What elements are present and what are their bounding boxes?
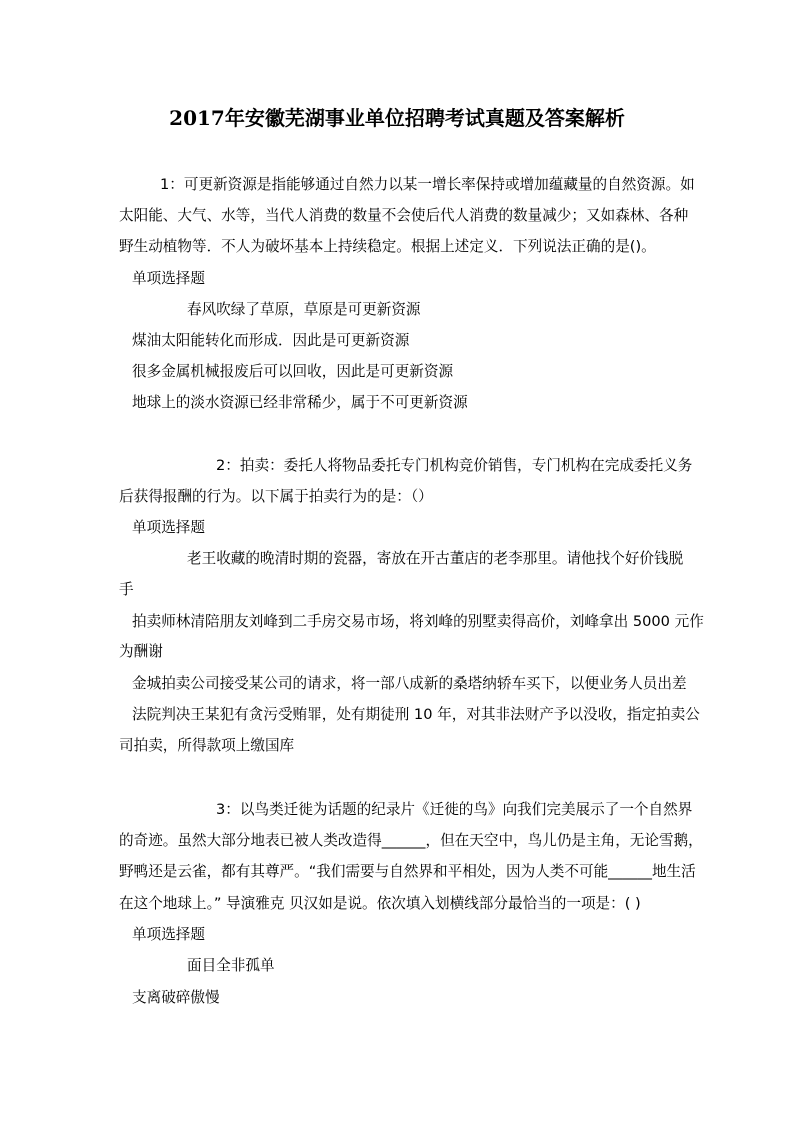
question-stem-line: 野鸭还是云雀，都有其尊严。“我们需要与自然界和平相处，因为人类不可能______地生活 (119, 863, 696, 880)
option-line: 司拍卖，所得款项上缴国库 (119, 737, 295, 754)
option-line: 为酬谢 (119, 643, 163, 660)
option-line: 地球上的淡水资源已经非常稀少，属于不可更新资源 (132, 394, 468, 411)
option-line: 拍卖师林清陪朋友刘峰到二手房交易市场，将刘峰的别墅卖得高价，刘峰拿出 5000 元作 (132, 613, 704, 630)
option-line: 煤油太阳能转化而形成．因此是可更新资源 (132, 332, 410, 349)
option-line: 老王收藏的晚清时期的瓷器，寄放在开古董店的老李那里。请他找个好价钱脱 (187, 550, 684, 567)
option-line: 面目全非孤单 (187, 957, 275, 974)
document-title: 2017年安徽芜湖事业单位招聘考试真题及答案解析 (169, 106, 625, 130)
question-type: 单项选择题 (132, 926, 205, 943)
option-line: 手 (119, 581, 134, 598)
option-line: 金城拍卖公司接受某公司的请求，将一部八成新的桑塔纳轿车买下，以便业务人员出差 (132, 675, 687, 692)
option-line: 支离破碎傲慢 (132, 989, 220, 1006)
question-stem-line: 3：以鸟类迁徙为话题的纪录片《迁徙的鸟》向我们完美展示了一个自然界 (216, 801, 693, 818)
question-type: 单项选择题 (132, 270, 205, 287)
option-line: 很多金属机械报废后可以回收，因此是可更新资源 (132, 363, 454, 380)
question-stem-line: 太阳能、大气、水等，当代人消费的数量不会使后代人消费的数量减少；又如森林、各种 (119, 207, 689, 224)
question-type: 单项选择题 (132, 519, 205, 536)
question-stem-line: 1：可更新资源是指能够通过自然力以某一增长率保持或增加蕴藏量的自然资源。如 (160, 176, 695, 193)
question-stem-line: 在这个地球上。” 导演雅克 贝汉如是说。依次填入划横线部分最恰当的一项是：( ) (119, 895, 641, 912)
option-line: 法院判决王某犯有贪污受贿罪，处有期徒刑 10 年，对其非法财产予以没收，指定拍卖公 (132, 706, 700, 723)
question-stem-line: 后获得报酬的行为。以下属于拍卖行为的是：（） (119, 488, 433, 505)
question-stem-line: 2：拍卖：委托人将物品委托专门机构竞价销售，专门机构在完成委托义务 (216, 457, 693, 474)
option-line: 春风吹绿了草原，草原是可更新资源 (187, 301, 421, 318)
question-stem-line: 野生动植物等．不人为破坏基本上持续稳定。根据上述定义．下列说法正确的是()。 (119, 238, 656, 255)
question-stem-line: 的奇迹。虽然大部分地表已被人类改造得______，但在天空中，鸟儿仍是主角，无论雪鹅， (119, 832, 703, 849)
